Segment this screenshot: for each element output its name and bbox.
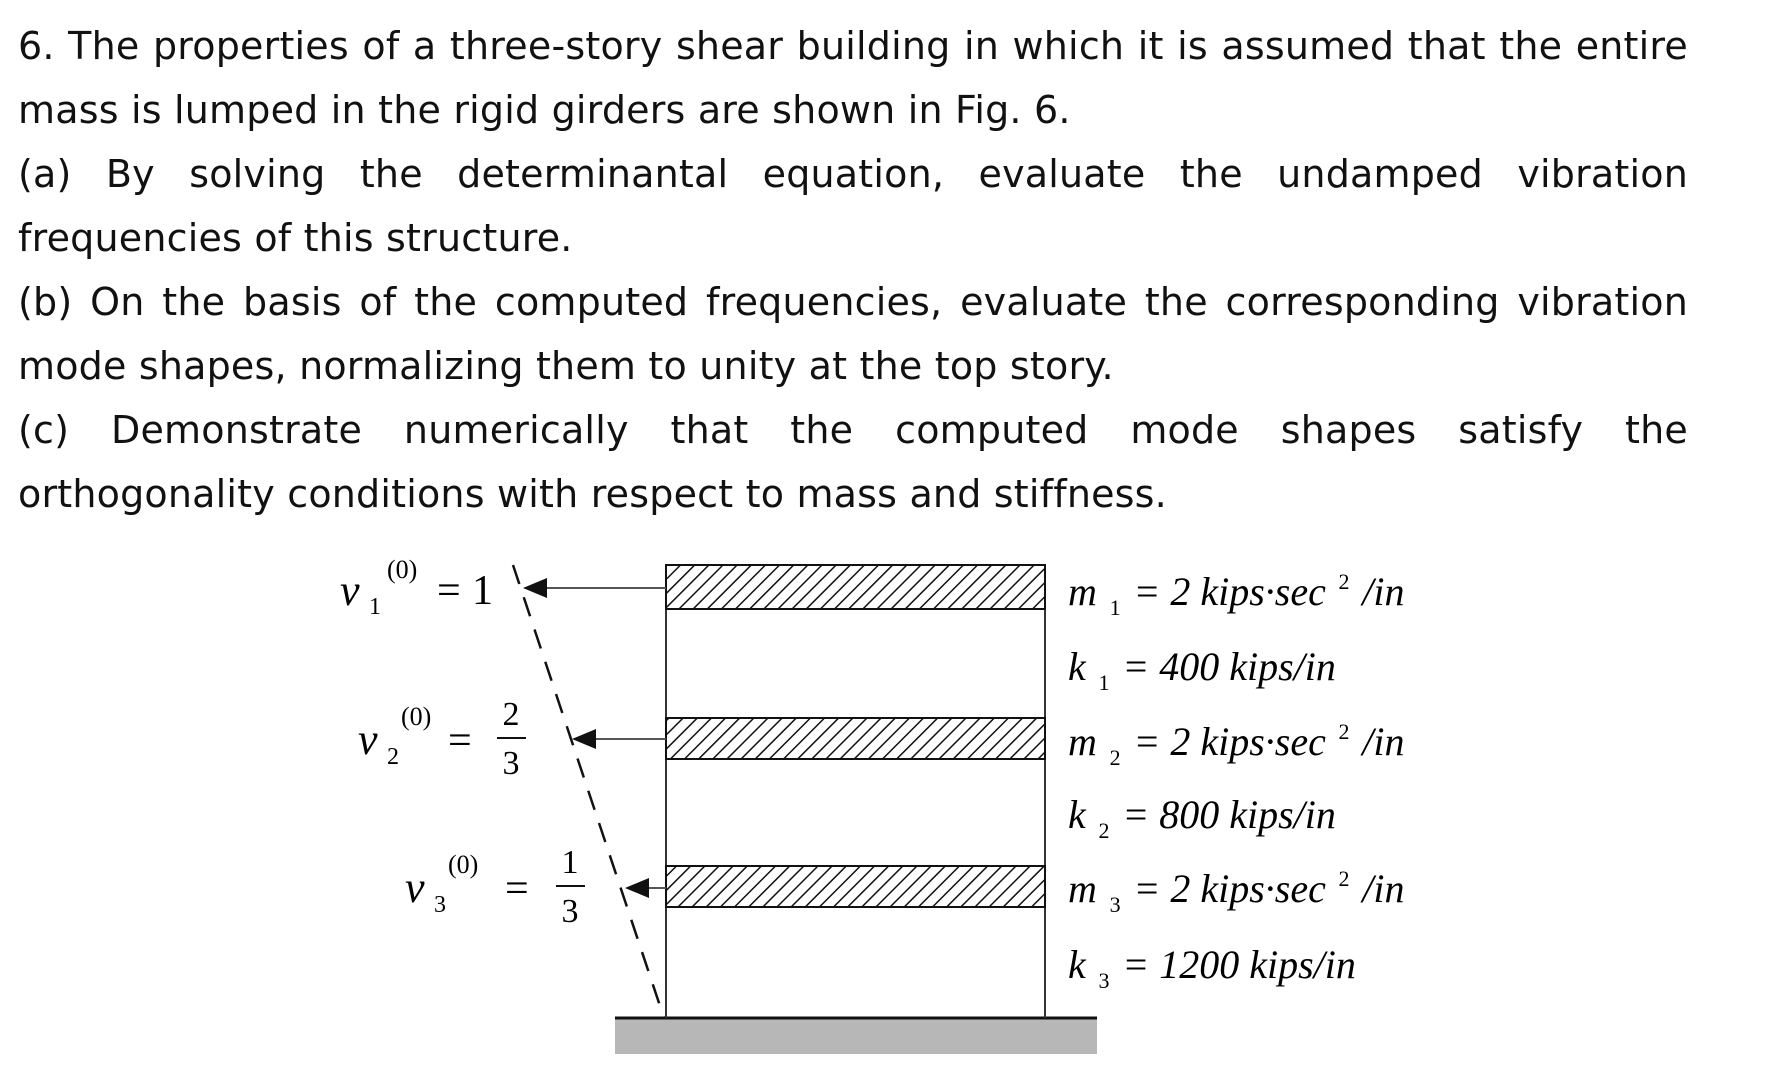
girder-2	[666, 718, 1045, 759]
v1-symbol: v	[340, 566, 360, 615]
v3-superscript: (0)	[448, 850, 479, 879]
initial-shape-label-1	[340, 555, 493, 620]
v2-subscript: 2	[387, 744, 399, 770]
k3-symbol: k	[1068, 942, 1086, 987]
k2-subscript: 2	[1098, 818, 1110, 843]
problem-part-b: (b) On the basis of the computed frequencies, evaluate the corresponding vibration mode shapes, normalizing them to unity at the top story.	[18, 280, 1688, 388]
m2-power: 2	[1338, 719, 1350, 744]
m1-symbol: m	[1068, 569, 1097, 614]
initial-shape-label-2	[358, 696, 526, 782]
k2-symbol: k	[1068, 792, 1086, 837]
svg-text:m 2 = 2 kips·sec	[1068, 703, 1405, 775]
m3-text: = 2 kips·sec	[1133, 866, 1326, 911]
problem-part-a: (a) By solving the determinantal equation, evaluate the undamped vibration frequencies of this structure.	[18, 152, 1688, 260]
ground-base	[615, 1018, 1097, 1054]
v2-numerator: 2	[502, 696, 520, 733]
girder-1	[666, 565, 1045, 609]
m3-symbol: m	[1068, 866, 1097, 911]
k1-text: = 400 kips/in	[1122, 644, 1336, 689]
v2-symbol: v	[358, 715, 378, 764]
initial-shape-label-3	[405, 844, 585, 930]
svg-text:k 1 = 400 kips/in	[1068, 644, 1336, 700]
m2-text: = 2 kips·sec	[1133, 719, 1326, 764]
v3-equals: =	[505, 866, 529, 912]
k1-subscript: 1	[1098, 670, 1110, 695]
k1-symbol: k	[1068, 644, 1086, 689]
v3-denominator: 3	[561, 893, 579, 930]
property-m2	[1068, 703, 1405, 775]
k3-text: = 1200 kips/in	[1122, 942, 1356, 987]
property-m1	[1068, 553, 1405, 625]
v3-subscript: 3	[434, 892, 446, 918]
v1-subscript: 1	[369, 594, 381, 620]
m3-power: 2	[1338, 866, 1350, 891]
m3-subscript: 3	[1109, 892, 1121, 917]
svg-text:m 3 = 2 kips·sec	[1068, 850, 1405, 922]
m1-text: = 2 kips·sec	[1133, 569, 1326, 614]
k3-subscript: 3	[1098, 968, 1110, 993]
v2-equals: =	[448, 718, 472, 764]
m2-subscript: 2	[1109, 745, 1121, 770]
svg-text:k 2 = 800 kips/in	[1068, 792, 1336, 848]
assumed-shape-line	[513, 565, 664, 1018]
svg-text:k 3 = 1200 kips/i	[1068, 942, 1356, 998]
m2-symbol: m	[1068, 719, 1097, 764]
m1-power: 2	[1338, 569, 1350, 594]
v2-superscript: (0)	[401, 702, 432, 731]
v3-symbol: v	[405, 863, 425, 912]
v1-superscript: (0)	[387, 555, 418, 584]
v1-value: 1	[472, 568, 493, 614]
problem-intro: 6. The properties of a three-story shear building in which it is assumed that the entire mass is lumped in the rigid girders are shown in Fig. 6.	[18, 24, 1688, 132]
v3-numerator: 1	[561, 844, 579, 881]
property-k1	[1068, 644, 1336, 700]
property-m3	[1068, 850, 1405, 922]
m1-unit: /in	[1362, 569, 1405, 614]
m1-subscript: 1	[1109, 595, 1121, 620]
k2-text: = 800 kips/in	[1122, 792, 1336, 837]
v2-denominator: 3	[502, 745, 520, 782]
girder-3	[666, 866, 1045, 907]
svg-text:m 1 = 2 kips·sec	[1068, 553, 1405, 625]
property-k3	[1068, 942, 1356, 998]
m3-unit: /in	[1362, 866, 1405, 911]
problem-part-c: (c) Demonstrate numerically that the computed mode shapes satisfy the orthogonality conditions with respect to mass and stiffness.	[18, 408, 1688, 516]
m2-unit: /in	[1362, 719, 1405, 764]
v1-equals: =	[437, 568, 461, 614]
property-k2	[1068, 792, 1336, 848]
